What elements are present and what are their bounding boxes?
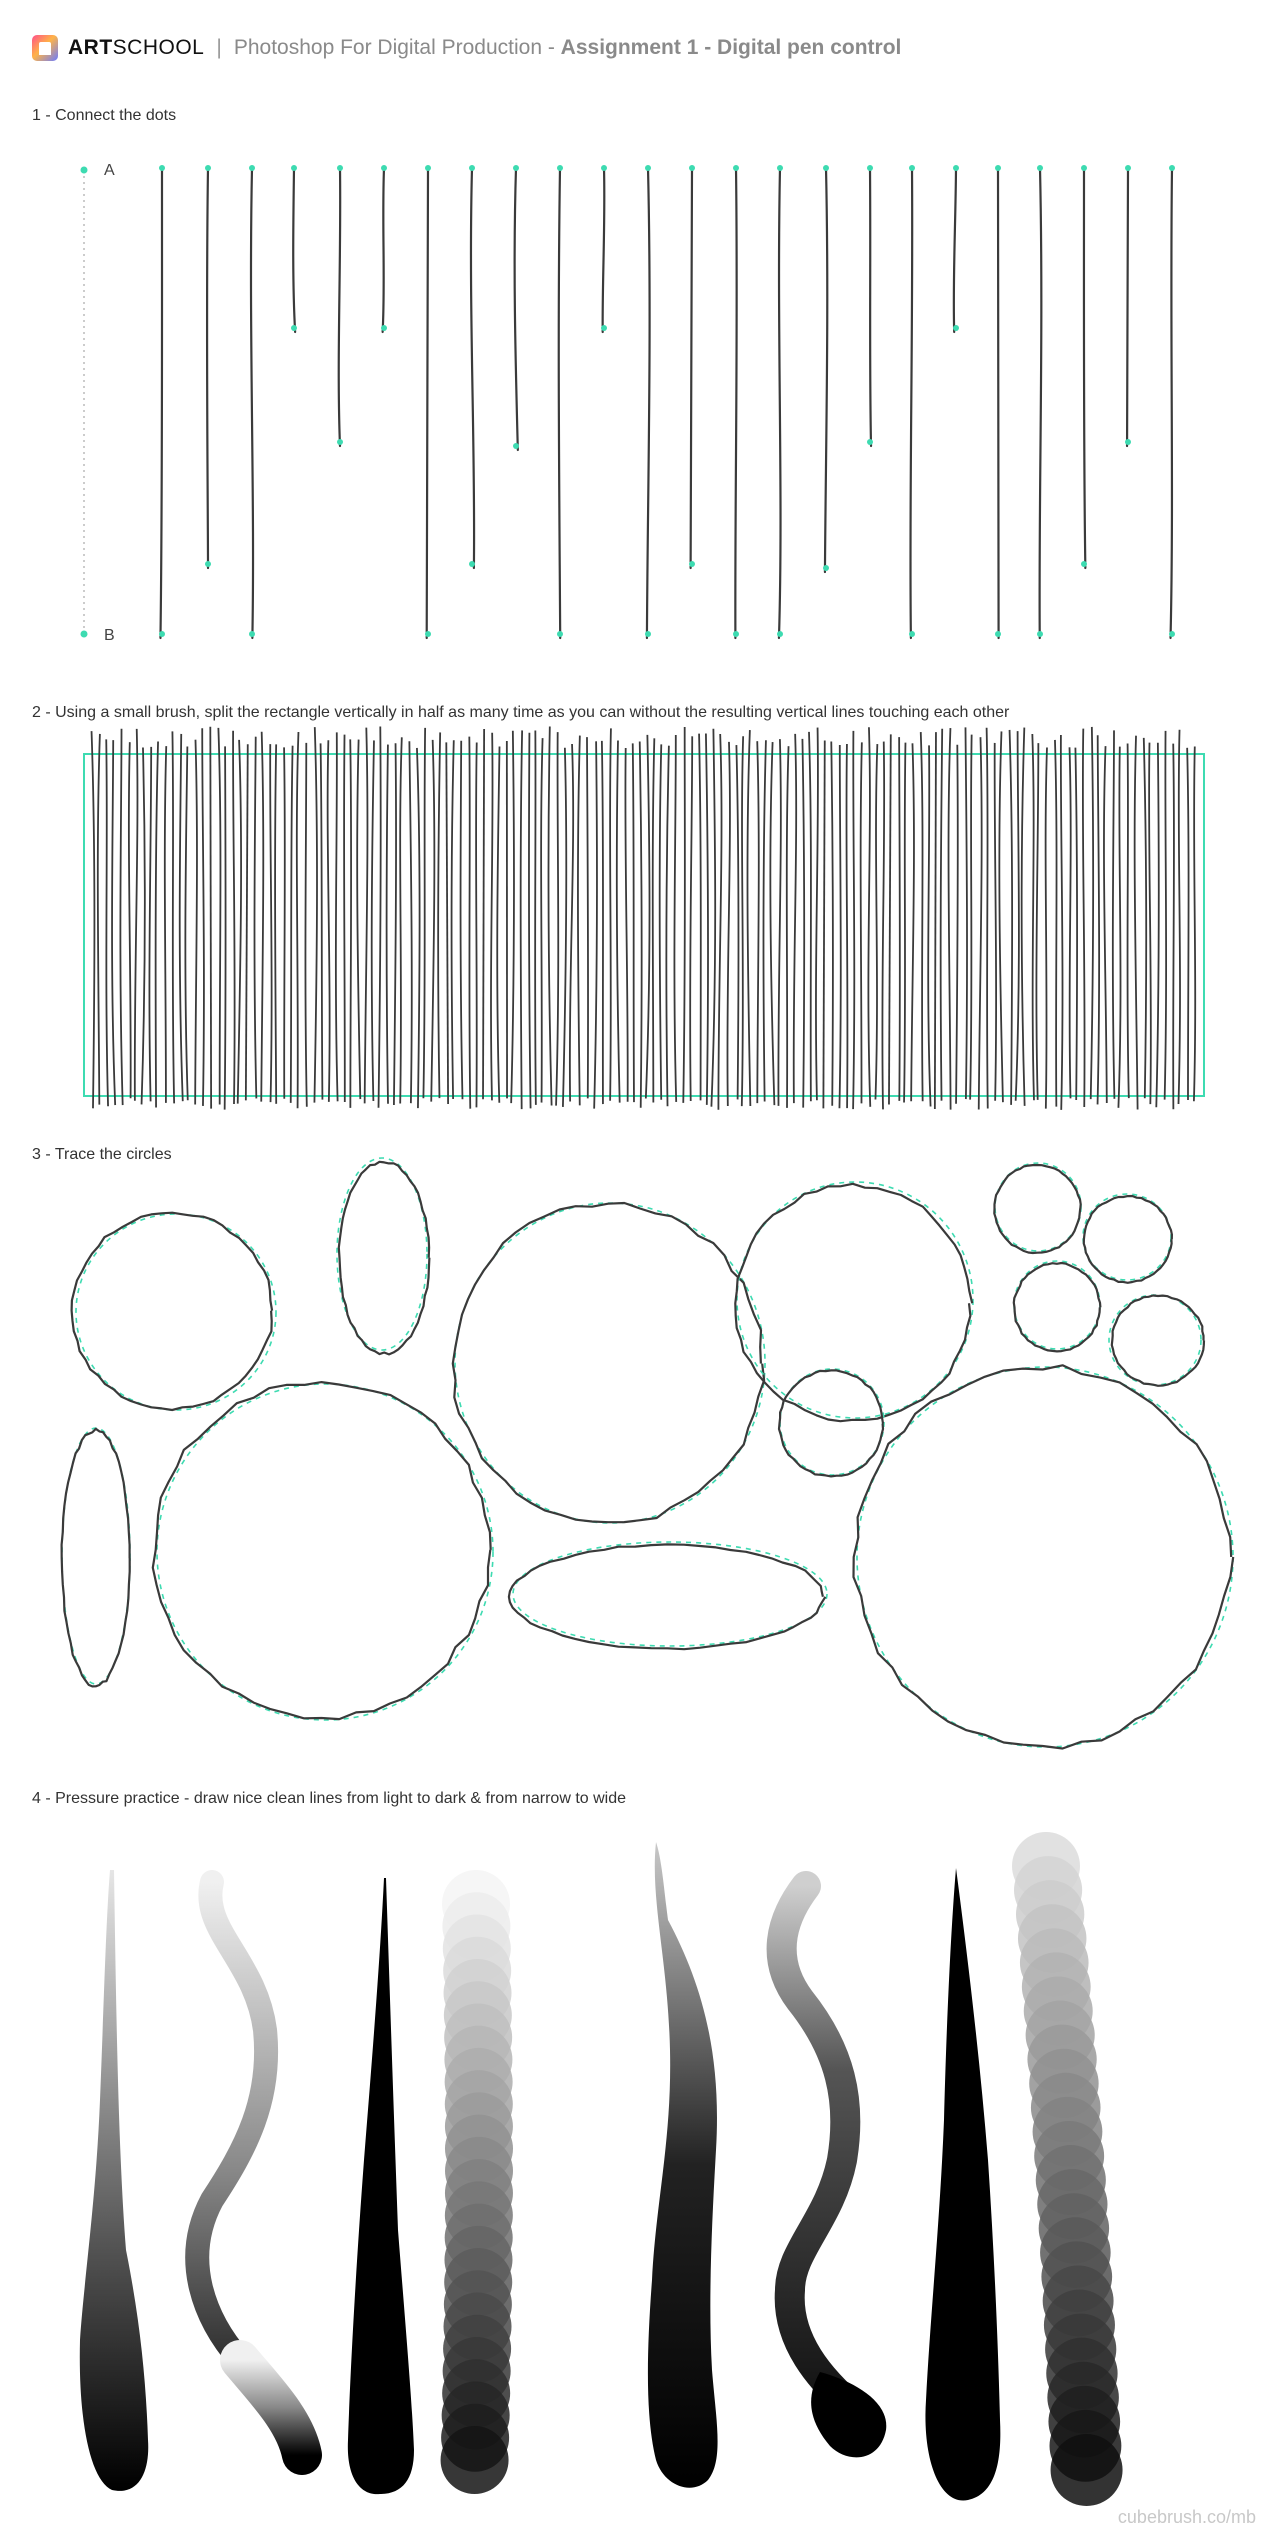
connect-line	[1127, 168, 1128, 446]
pressure-strokes-area	[80, 1832, 1123, 2506]
split-line	[1022, 728, 1025, 1106]
split-line	[1118, 747, 1120, 1108]
traced-circle	[62, 1429, 130, 1687]
brand-name-light: SCHOOL	[112, 36, 205, 59]
split-line	[1016, 731, 1019, 1101]
start-dot	[1125, 165, 1131, 171]
connect-line	[293, 168, 295, 332]
connect-line	[1040, 168, 1042, 638]
split-line	[640, 742, 642, 1108]
split-line	[142, 748, 145, 1105]
guide-circle	[1109, 1295, 1201, 1385]
split-line	[1069, 747, 1070, 1098]
split-line	[1104, 746, 1107, 1103]
start-dot	[823, 165, 829, 171]
split-line	[853, 731, 854, 1109]
end-dot	[689, 561, 695, 567]
split-line	[718, 734, 721, 1110]
split-line	[297, 732, 299, 1108]
traced-circle	[735, 1184, 972, 1421]
start-dot	[249, 165, 255, 171]
split-line	[423, 728, 425, 1098]
dot-b	[81, 631, 88, 638]
split-line	[92, 731, 95, 1108]
traced-circle	[1084, 1196, 1172, 1283]
bead	[1051, 2434, 1123, 2506]
split-line	[254, 737, 256, 1099]
split-line	[321, 743, 323, 1099]
connect-line	[603, 168, 605, 332]
split-line	[625, 748, 627, 1102]
split-line	[291, 746, 293, 1103]
split-line	[1075, 748, 1077, 1100]
end-dot	[995, 631, 1001, 637]
split-line	[794, 734, 797, 1103]
start-dot	[1081, 165, 1087, 171]
split-line	[1113, 730, 1115, 1098]
connect-line	[1084, 168, 1085, 568]
split-line	[1091, 727, 1093, 1099]
split-line	[270, 744, 271, 1102]
split-line	[149, 747, 151, 1101]
end-dot	[953, 325, 959, 331]
split-line	[476, 742, 477, 1107]
split-line	[452, 740, 454, 1099]
split-line	[979, 737, 982, 1109]
split-line	[1032, 734, 1034, 1100]
split-line	[417, 748, 420, 1108]
split-line	[941, 729, 943, 1101]
split-line	[1046, 748, 1047, 1109]
pressure-stroke-4-beads	[441, 1870, 513, 2494]
split-line	[770, 742, 774, 1105]
split-line	[683, 727, 685, 1103]
end-dot	[557, 631, 563, 637]
end-dot	[381, 325, 387, 331]
split-line	[400, 737, 402, 1103]
split-lines-group	[92, 726, 1196, 1109]
split-line	[646, 735, 650, 1099]
split-line	[1156, 743, 1159, 1107]
pressure-stroke-6	[782, 1886, 856, 2410]
start-dot	[733, 165, 739, 171]
connect-line	[427, 168, 428, 638]
guide-circle	[857, 1367, 1233, 1747]
section-3-title: 3 - Trace the circles	[32, 1146, 172, 1163]
split-line	[911, 743, 914, 1101]
split-line	[246, 744, 248, 1100]
pressure-stroke-5	[648, 1842, 718, 2488]
split-rectangle-area	[84, 726, 1204, 1109]
split-line	[1149, 743, 1151, 1104]
split-line	[225, 746, 226, 1109]
split-line	[365, 728, 368, 1104]
split-line	[548, 726, 551, 1105]
split-line	[666, 746, 669, 1107]
split-line	[699, 734, 701, 1101]
split-line	[172, 731, 174, 1103]
split-line	[831, 741, 833, 1105]
end-dot	[777, 631, 783, 637]
end-dot	[1125, 439, 1131, 445]
start-dot	[909, 165, 915, 171]
split-line	[112, 740, 115, 1105]
dot-lines-group	[159, 165, 1175, 638]
split-line	[882, 742, 884, 1110]
dot-a	[81, 167, 88, 174]
traced-circle	[994, 1165, 1080, 1253]
split-line	[218, 728, 220, 1105]
split-line	[921, 732, 923, 1101]
split-line	[711, 729, 715, 1107]
connect-line	[647, 168, 650, 638]
split-line	[736, 745, 738, 1099]
start-dot	[601, 165, 607, 171]
pressure-stroke-6-tip	[811, 2372, 886, 2457]
split-line	[956, 745, 958, 1104]
end-dot	[291, 325, 297, 331]
connect-line	[954, 168, 956, 332]
end-dot	[867, 439, 873, 445]
connect-line	[870, 168, 871, 446]
section-4-title: 4 - Pressure practice - draw nice clean lines from light to dark & from narrow to wide	[32, 1790, 627, 1807]
split-line	[987, 728, 988, 1109]
split-line	[180, 734, 183, 1101]
split-line	[633, 743, 634, 1102]
end-dot	[909, 631, 915, 637]
title-dash: -	[542, 36, 561, 59]
start-dot	[777, 165, 783, 171]
pressure-stroke-1	[80, 1870, 148, 2491]
split-line	[602, 741, 603, 1104]
split-line	[1187, 748, 1188, 1100]
connect-line	[1171, 168, 1172, 638]
split-line	[965, 727, 967, 1099]
connect-line	[515, 168, 518, 450]
start-dot	[689, 165, 695, 171]
start-dot	[381, 165, 387, 171]
end-dot	[159, 631, 165, 637]
split-line	[446, 742, 448, 1104]
split-line	[106, 739, 108, 1106]
connect-line	[471, 168, 474, 568]
end-dot	[645, 631, 651, 637]
start-dot	[291, 165, 297, 171]
split-line	[949, 728, 951, 1109]
course-title: Photoshop For Digital Production	[233, 36, 542, 59]
split-line	[594, 741, 597, 1108]
split-line	[563, 748, 566, 1107]
start-dot	[557, 165, 563, 171]
guide-circle	[76, 1214, 276, 1410]
split-line	[394, 743, 396, 1105]
split-line	[350, 739, 351, 1107]
split-line	[727, 742, 730, 1106]
start-dot	[159, 165, 165, 171]
split-line	[135, 729, 138, 1101]
start-dot	[1037, 165, 1043, 171]
split-line	[899, 737, 900, 1101]
connect-line	[207, 168, 208, 568]
split-line	[556, 732, 558, 1105]
split-line	[970, 735, 972, 1100]
split-line	[875, 744, 877, 1099]
start-dot	[867, 165, 873, 171]
trace-circles-area	[62, 1158, 1234, 1749]
start-dot	[513, 165, 519, 171]
start-dot	[953, 165, 959, 171]
split-line	[129, 742, 131, 1098]
pressure-stroke-3	[348, 1878, 414, 2494]
split-line	[935, 732, 936, 1109]
start-dot	[205, 165, 211, 171]
traced-circle	[1112, 1296, 1204, 1386]
traced-circle	[854, 1365, 1234, 1748]
split-line	[809, 732, 811, 1101]
connect-line	[998, 168, 999, 638]
split-line	[431, 740, 434, 1102]
split-line	[202, 728, 204, 1106]
split-line	[497, 747, 499, 1103]
end-dot	[1169, 631, 1175, 637]
split-line	[787, 746, 789, 1108]
bead	[441, 2426, 509, 2494]
start-dot	[645, 165, 651, 171]
split-line	[763, 740, 765, 1101]
split-line	[275, 744, 276, 1103]
split-line	[1144, 738, 1146, 1098]
split-line	[587, 737, 588, 1098]
split-line	[1135, 736, 1138, 1110]
split-line	[185, 746, 187, 1100]
split-line	[336, 732, 338, 1101]
split-line	[511, 731, 514, 1103]
split-line	[1083, 729, 1085, 1107]
header-separator: |	[216, 36, 222, 59]
split-line	[529, 733, 531, 1109]
traced-circle	[72, 1213, 273, 1410]
split-line	[469, 737, 470, 1109]
section-1-title: 1 - Connect the dots	[32, 107, 177, 124]
split-line	[328, 740, 330, 1102]
assignment-title: Assignment 1 - Digital pen control	[560, 36, 902, 59]
split-line	[757, 741, 759, 1103]
split-line	[284, 747, 285, 1098]
connect-line	[339, 168, 340, 446]
split-line	[868, 727, 870, 1107]
split-line	[904, 743, 905, 1103]
split-line	[1055, 740, 1057, 1107]
split-line	[1036, 743, 1038, 1100]
split-line	[379, 726, 381, 1107]
split-line	[690, 736, 692, 1101]
connect-line	[251, 168, 253, 638]
footer-url: cubebrush.co/mb	[1117, 2507, 1256, 2527]
split-line	[706, 734, 708, 1105]
split-line	[747, 730, 750, 1106]
split-line	[928, 745, 930, 1106]
split-line	[491, 733, 493, 1101]
split-line	[521, 730, 522, 1109]
split-line	[541, 738, 542, 1102]
split-line	[995, 743, 996, 1101]
start-dot	[469, 165, 475, 171]
split-line	[461, 741, 463, 1099]
start-dot	[425, 165, 431, 171]
traced-circle	[339, 1162, 430, 1355]
end-dot	[601, 325, 607, 331]
traced-circle	[1014, 1263, 1101, 1351]
traced-circle	[153, 1382, 491, 1719]
split-line	[846, 744, 847, 1108]
pressure-stroke-8-beads	[1012, 1832, 1123, 2506]
split-line	[120, 729, 122, 1105]
split-line	[802, 739, 804, 1108]
connect-line	[383, 168, 384, 332]
split-line	[156, 741, 158, 1107]
connect-line	[779, 168, 781, 638]
split-line	[387, 745, 388, 1104]
split-line	[816, 728, 818, 1101]
connect-line	[691, 168, 692, 568]
pressure-stroke-2-tip	[240, 2360, 302, 2455]
split-line	[483, 729, 484, 1099]
connect-line	[910, 168, 912, 638]
split-line	[778, 739, 780, 1106]
split-line	[1173, 744, 1174, 1110]
split-line	[210, 727, 211, 1109]
split-line	[261, 732, 263, 1102]
split-line	[742, 736, 743, 1106]
split-line	[1098, 735, 1100, 1104]
split-line	[238, 740, 241, 1104]
connect-line	[160, 168, 162, 638]
split-line	[357, 740, 360, 1099]
pressure-stroke-7	[925, 1868, 1000, 2501]
split-line	[98, 734, 100, 1105]
section-2-title: 2 - Using a small brush, split the rectangle vertically in half as many time as you can without the resulting vertical lines touching each other	[32, 704, 1010, 721]
split-line	[233, 731, 235, 1104]
end-dot	[1037, 631, 1043, 637]
label-b: B	[104, 627, 115, 644]
split-line	[305, 743, 306, 1107]
traced-circle	[509, 1544, 826, 1649]
split-line	[839, 745, 840, 1108]
end-dot	[1081, 561, 1087, 567]
split-line	[999, 731, 1003, 1102]
split-line	[660, 744, 662, 1099]
end-dot	[337, 439, 343, 445]
split-line	[1127, 743, 1128, 1098]
end-dot	[733, 631, 739, 637]
label-a: A	[104, 162, 115, 179]
start-dot	[1169, 165, 1175, 171]
end-dot	[425, 631, 431, 637]
end-dot	[823, 565, 829, 571]
split-line	[610, 728, 611, 1100]
split-line	[195, 740, 197, 1105]
end-dot	[249, 631, 255, 637]
split-line	[1178, 730, 1180, 1104]
split-line	[861, 742, 862, 1103]
split-line	[438, 732, 440, 1098]
split-line	[617, 740, 620, 1102]
end-dot	[205, 561, 211, 567]
connect-line	[825, 168, 827, 572]
split-line	[578, 736, 580, 1106]
split-line	[409, 741, 411, 1103]
split-line	[653, 738, 655, 1102]
traced-circle	[779, 1370, 883, 1476]
end-dot	[469, 561, 475, 567]
traced-circle	[453, 1203, 764, 1522]
split-line	[823, 741, 824, 1109]
guide-circle	[513, 1542, 827, 1646]
split-line	[1010, 730, 1013, 1105]
start-dot	[995, 165, 1001, 171]
connect-line	[735, 168, 736, 638]
split-line	[1165, 731, 1166, 1100]
start-dot	[337, 165, 343, 171]
split-line	[1194, 747, 1195, 1102]
guide-circle	[737, 1182, 973, 1418]
split-line	[889, 734, 891, 1104]
brand-name-bold: ART	[68, 36, 113, 59]
split-line	[314, 727, 317, 1102]
split-line	[1061, 735, 1063, 1110]
connect-dots-area	[81, 162, 1176, 644]
split-line	[570, 744, 573, 1102]
end-dot	[513, 443, 519, 449]
split-line	[165, 746, 166, 1103]
connect-line	[559, 168, 560, 638]
split-line	[535, 730, 536, 1104]
split-line	[372, 740, 374, 1101]
split-line	[344, 735, 345, 1102]
split-line	[674, 735, 676, 1102]
